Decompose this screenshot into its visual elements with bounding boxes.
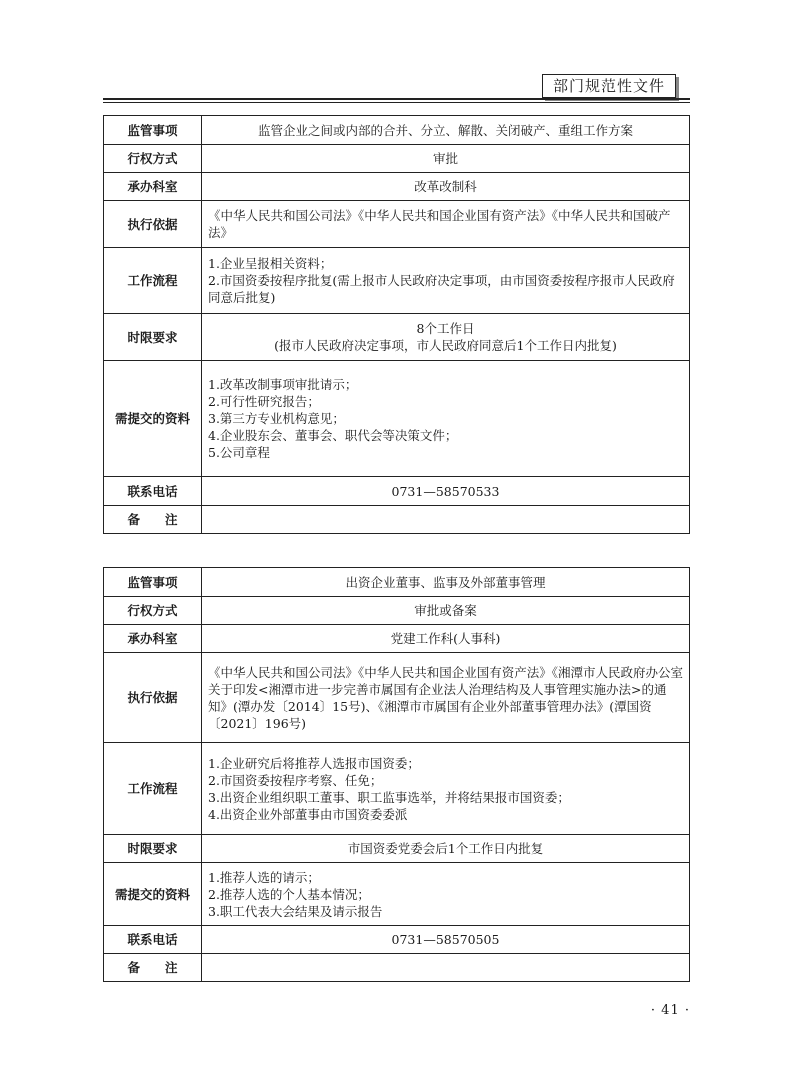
table-row	[104, 314, 690, 361]
basis-value: 《中华人民共和国公司法》《中华人民共和国企业国有资产法》《中华人民共和国破产法》	[202, 201, 690, 248]
material-item: 1.改革改制事项审批请示；	[208, 377, 358, 392]
row-label-method: 行权方式	[104, 597, 202, 625]
office-value: 改革改制科	[202, 173, 690, 201]
table-row	[104, 145, 690, 173]
process-step: 2.市国资委按程序批复(需上报市人民政府决定事项，由市国资委按程序报市人民政府同意后批复)	[208, 273, 675, 305]
header-rule	[103, 98, 690, 100]
table-row	[104, 597, 690, 625]
row-label-method: 行权方式	[104, 145, 202, 173]
material-item: 2.推荐人选的个人基本情况；	[208, 886, 370, 902]
table-row	[104, 361, 690, 477]
table-row	[104, 201, 690, 248]
row-label-materials: 需提交的资料	[104, 361, 202, 477]
phone-value: 0731—58570533	[202, 477, 690, 506]
table-row	[104, 173, 690, 201]
remarks-value	[202, 954, 690, 982]
material-item: 3.职工代表大会结果及请示报告	[208, 903, 383, 919]
table-row	[104, 568, 690, 597]
time-limit-value: 市国资委党委会后1个工作日内批复	[202, 835, 690, 863]
method-value: 审批	[202, 145, 690, 173]
row-label-office: 承办科室	[104, 173, 202, 201]
row-label-process: 工作流程	[104, 248, 202, 314]
material-item: 2.可行性研究报告；	[208, 394, 320, 409]
page-number: · 41 ·	[650, 1003, 690, 1018]
item-value: 出资企业董事、监事及外部董事管理	[202, 568, 690, 597]
table-row	[104, 863, 690, 926]
process-step: 2.市国资委按程序考察、任免；	[208, 772, 383, 788]
table-row	[104, 116, 690, 145]
table-row	[104, 248, 690, 314]
process-step: 3.出资企业组织职工董事、职工监事选举，并将结果报市国资委；	[208, 789, 570, 805]
material-item: 1.推荐人选的请示；	[208, 869, 320, 885]
process-value	[202, 248, 690, 314]
table-row	[104, 743, 690, 835]
material-item: 3.第三方专业机构意见；	[208, 411, 345, 426]
table-row	[104, 625, 690, 653]
material-item: 4.企业股东会、董事会、职代会等决策文件；	[208, 428, 458, 443]
row-label-item: 监管事项	[104, 568, 202, 597]
row-label-basis: 执行依据	[104, 201, 202, 248]
process-step: 4.出资企业外部董事由市国资委委派	[208, 806, 408, 822]
regulation-table-1	[103, 115, 690, 534]
table-row	[104, 954, 690, 982]
process-step: 1.企业研究后将推荐人选报市国资委；	[208, 755, 420, 771]
materials-value	[202, 361, 690, 477]
header-rule-thin	[103, 102, 690, 103]
table-row	[104, 835, 690, 863]
materials-value	[202, 863, 690, 926]
table-row	[104, 506, 690, 534]
row-label-remarks: 备 注	[104, 954, 202, 982]
process-value	[202, 743, 690, 835]
row-label-materials: 需提交的资料	[104, 863, 202, 926]
item-value: 监管企业之间或内部的合并、分立、解散、关闭破产、重组工作方案	[202, 116, 690, 145]
row-label-process: 工作流程	[104, 743, 202, 835]
row-label-phone: 联系电话	[104, 926, 202, 954]
regulation-table-2	[103, 567, 690, 982]
row-label-item: 监管事项	[104, 116, 202, 145]
method-value: 审批或备案	[202, 597, 690, 625]
time-limit-value	[202, 314, 690, 361]
material-item: 5.公司章程	[208, 445, 270, 460]
row-label-time-limit: 时限要求	[104, 314, 202, 361]
table-row	[104, 926, 690, 954]
remarks-value	[202, 506, 690, 534]
row-label-remarks: 备 注	[104, 506, 202, 534]
table-row	[104, 477, 690, 506]
section-label: 部门规范性文件	[542, 74, 676, 98]
time-limit-line: 8个工作日	[416, 321, 475, 336]
basis-value: 《中华人民共和国公司法》《中华人民共和国企业国有资产法》《湘潭市人民政府办公室关于印发<湘潭市进一步完善市属国有企业法人治理结构及人事管理实施办法>的通知》(潭办发〔2014〕15号)、《湘潭市市属国有企业外部董事管理办法》(潭国资〔2021〕196号)	[202, 653, 690, 743]
row-label-basis: 执行依据	[104, 653, 202, 743]
table-row	[104, 653, 690, 743]
row-label-phone: 联系电话	[104, 477, 202, 506]
row-label-time-limit: 时限要求	[104, 835, 202, 863]
time-limit-line: (报市人民政府决定事项，市人民政府同意后1个工作日内批复)	[274, 338, 617, 353]
row-label-office: 承办科室	[104, 625, 202, 653]
phone-value: 0731—58570505	[202, 926, 690, 954]
office-value: 党建工作科(人事科)	[202, 625, 690, 653]
process-step: 1.企业呈报相关资料；	[208, 256, 333, 271]
